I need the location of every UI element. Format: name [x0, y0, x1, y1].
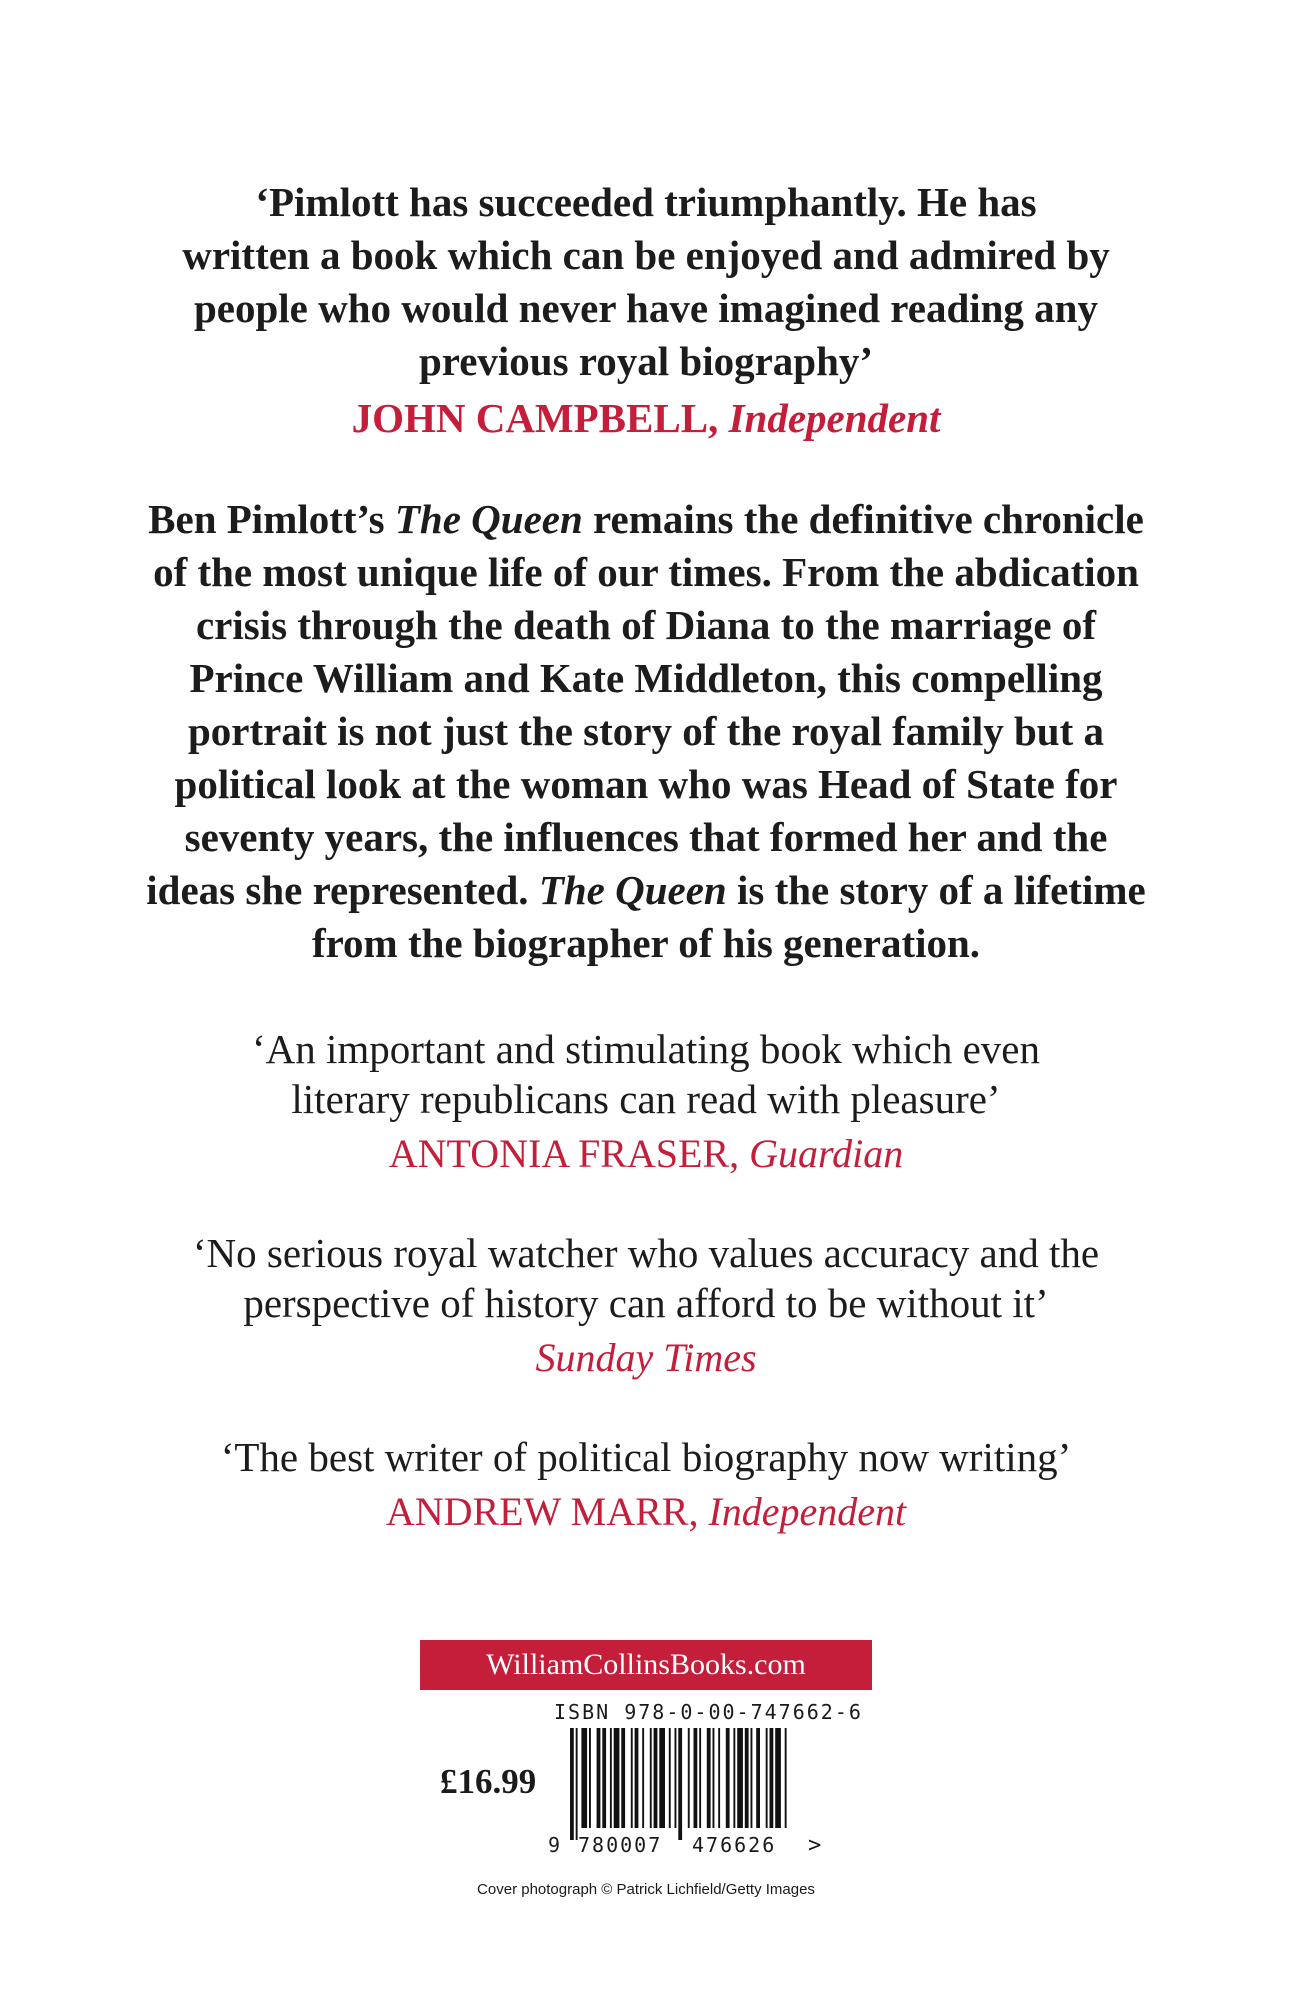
- attribution-sunday-times: [0, 1332, 1292, 1384]
- blurb-line: from the biographer of his generation.: [311, 920, 981, 966]
- barcode-digits-left: 780007: [578, 1833, 663, 1857]
- barcode-bar: [745, 1728, 749, 1828]
- barcode-end-mark: >: [808, 1833, 822, 1858]
- photo-credit: Cover photograph © Patrick Lichfield/Getty Images: [477, 1881, 815, 1898]
- barcode-bar: [751, 1728, 753, 1828]
- quote-line: written a book which can be enjoyed and admired by: [182, 232, 1110, 278]
- barcode-bar: [621, 1728, 625, 1828]
- barcode-bar: [737, 1728, 743, 1828]
- attribution-fraser: [0, 1128, 1292, 1180]
- barcode-bar: [707, 1728, 711, 1828]
- blurb-book-title: The Queen: [538, 867, 727, 913]
- barcode-bars: [570, 1728, 787, 1840]
- barcode-bar: [654, 1728, 658, 1828]
- quote-line: ‘Pimlott has succeeded triumphantly. He has: [255, 179, 1037, 225]
- blurb-line: [0, 493, 1292, 546]
- price-label: £16.99: [440, 1762, 537, 1801]
- quote-line: people who would never have imagined reading any: [193, 285, 1098, 331]
- attribution-marr: [0, 1486, 1292, 1538]
- barcode-digit-first: 9: [548, 1833, 561, 1857]
- barcode-bar: [713, 1728, 715, 1828]
- quote-line: ‘The best writer of political biography now writing’: [220, 1434, 1072, 1480]
- blurb-line: crisis through the death of Diana to the marriage of: [195, 602, 1097, 648]
- quote-line: previous royal biography’: [418, 338, 874, 384]
- attribution-publication: Independent: [728, 395, 941, 441]
- barcode-bar: [597, 1728, 601, 1828]
- barcode-icon: [546, 1728, 846, 1858]
- barcode-bar: [581, 1728, 587, 1828]
- blurb-text: is the story of a lifetime: [726, 867, 1146, 913]
- barcode-bar: [694, 1728, 698, 1828]
- blurb-line: of the most unique life of our times. From the abdication: [153, 549, 1139, 595]
- blurb-line: portrait is not just the story of the royal family but a: [188, 708, 1104, 754]
- barcode-bar: [688, 1728, 690, 1828]
- barcode-bar: [659, 1728, 665, 1828]
- barcode: [546, 1728, 846, 1858]
- attribution-campbell: [0, 392, 1292, 444]
- barcode-bar: [570, 1728, 574, 1840]
- quote-line: ‘No serious royal watcher who values accuracy and the: [192, 1230, 1100, 1276]
- blurb-line: [0, 864, 1292, 917]
- quote-campbell: [0, 176, 1292, 444]
- barcode-bar: [650, 1728, 652, 1828]
- barcode-bar: [610, 1728, 612, 1828]
- blurb-text: ideas she represented.: [146, 867, 539, 913]
- barcode-bar: [785, 1728, 787, 1828]
- quote-fraser: [0, 1024, 1292, 1180]
- barcode-bar: [589, 1728, 591, 1828]
- attribution-publication: Independent: [708, 1489, 907, 1534]
- barcode-bar: [766, 1728, 768, 1828]
- attribution-author: ANTONIA FRASER,: [388, 1131, 750, 1176]
- barcode-bar: [675, 1728, 677, 1828]
- barcode-bar: [614, 1728, 620, 1828]
- quote-line: ‘An important and stimulating book which even: [252, 1026, 1040, 1072]
- quote-marr: [0, 1432, 1292, 1538]
- blurb-line: Prince William and Kate Middleton, this compelling: [189, 655, 1103, 701]
- barcode-bar: [733, 1728, 735, 1828]
- isbn-label: ISBN 978-0-00-747662-6: [554, 1700, 863, 1724]
- attribution-author: JOHN CAMPBELL,: [351, 395, 729, 441]
- blurb-line: seventy years, the influences that formed her and the: [184, 814, 1108, 860]
- quote-line: literary republicans can read with pleasure’: [291, 1076, 1001, 1122]
- barcode-bar: [642, 1728, 644, 1828]
- attribution-publication: Guardian: [749, 1131, 904, 1176]
- book-blurb: [0, 493, 1292, 970]
- blurb-book-title: The Queen: [394, 496, 583, 542]
- barcode-bar: [631, 1728, 633, 1828]
- quote-sunday-times: [0, 1228, 1292, 1384]
- barcode-bar: [635, 1728, 639, 1828]
- barcode-bar: [699, 1728, 701, 1828]
- blurb-text: remains the definitive chronicle: [582, 496, 1144, 542]
- barcode-bar: [718, 1728, 720, 1828]
- blurb-text: Ben Pimlott’s: [148, 496, 395, 542]
- barcode-bar: [669, 1728, 671, 1828]
- barcode-bar: [756, 1728, 760, 1828]
- barcode-digits-right: 476626: [692, 1833, 777, 1857]
- attribution-author: ANDREW MARR,: [385, 1489, 709, 1534]
- attribution-publication: Sunday Times: [535, 1335, 757, 1380]
- barcode-bar: [602, 1728, 606, 1828]
- barcode-bar: [576, 1728, 578, 1840]
- quote-line: perspective of history can afford to be without it’: [243, 1280, 1049, 1326]
- barcode-bar: [678, 1728, 682, 1840]
- barcode-bar: [770, 1728, 774, 1828]
- barcode-bar: [726, 1728, 730, 1828]
- blurb-line: political look at the woman who was Head of State for: [174, 761, 1118, 807]
- publisher-website-banner[interactable]: WilliamCollinsBooks.com: [420, 1640, 872, 1690]
- barcode-bar: [775, 1728, 781, 1828]
